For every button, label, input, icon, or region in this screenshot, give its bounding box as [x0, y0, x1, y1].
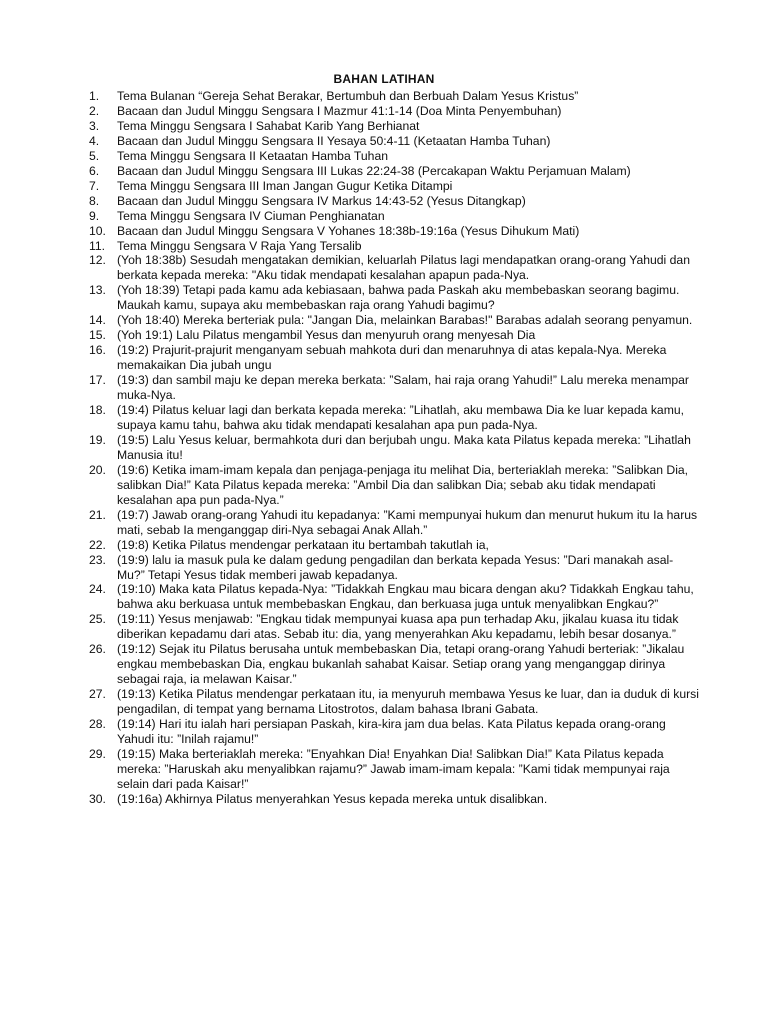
list-item-text: Bacaan dan Judul Minggu Sengsara III Lukas 22:24-38 (Percakapan Waktu Perjamuan Malam) [117, 163, 631, 178]
list-item-text: (Yoh 18:39) Tetapi pada kamu ada kebiasaan, bahwa pada Paskah aku membebaskan seorang bagimu. Maukah kamu, supaya aku membebaskan raja orang Yahudi bagimu? [117, 283, 680, 313]
list-item [89, 194, 699, 209]
document-title: BAHAN LATIHAN [333, 72, 435, 86]
list-item [89, 149, 699, 164]
list-item [89, 373, 699, 403]
list-item-text: (19:14) Hari itu ialah hari persiapan Paskah, kira-kira jam dua belas. Kata Pilatus kepada orang-orang Yahudi itu: ”Inilah rajamu!” [117, 717, 666, 746]
list-item [89, 239, 699, 254]
list-item-text: (19:5) Lalu Yesus keluar, bermahkota duri dan berjubah ungu. Maka kata Pilatus kepada mereka: ”Lihatlah Manusia itu! [117, 432, 691, 462]
list-item-number: 13. [89, 283, 106, 298]
list-item [89, 717, 699, 747]
list-item-text: (19:16a) Akhirnya Pilatus menyerahkan Yesus kepada mereka untuk disalibkan. [117, 791, 548, 806]
list-item-text: (Yoh 19:1) Lalu Pilatus mengambil Yesus dan menyuruh orang menyesah Dia [117, 328, 536, 343]
list-item-text: (19:12) Sejak itu Pilatus berusaha untuk membebaskan Dia, tetapi orang-orang Yahudi berteriak: ”Jikalau engkau membebaskan Dia, engkau bukanlah sahabat Kaisar. Setiap orang yang menganggap dirinya sebagai raja, ia melawan Kaisar.” [117, 642, 685, 687]
list-item-number: 3. [89, 118, 100, 133]
list-item [89, 553, 699, 583]
list-item-number: 9. [89, 208, 100, 223]
list-item-number: 4. [89, 133, 100, 148]
list-item-text: Tema Bulanan “Gereja Sehat Berakar, Bertumbuh dan Berbuah Dalam Yesus Kristus” [117, 89, 579, 103]
list-item-number: 30. [89, 791, 106, 806]
list-item-number: 14. [89, 313, 106, 328]
list-item [89, 164, 699, 179]
list-item [89, 508, 699, 538]
list-item-number: 28. [89, 717, 106, 732]
list-item-number: 11. [89, 238, 106, 253]
list-item [89, 328, 699, 343]
list-item [89, 463, 699, 508]
list-item [89, 403, 699, 433]
list-item-number: 5. [89, 148, 100, 163]
list-item-number: 25. [89, 612, 106, 627]
list-item-text: (19:10) Maka kata Pilatus kepada-Nya: ”Tidakkah Engkau mau bicara dengan aku? Tidakkah Engkau tahu, bahwa aku berkuasa untuk membebaskan Engkau, dan berkuasa juga untuk menyalibkan Engkau?” [117, 582, 694, 612]
list-item-number: 15. [89, 328, 106, 343]
list-item-text: (19:4) Pilatus keluar lagi dan berkata kepada mereka: ”Lihatlah, aku membawa Dia ke luar kepada kamu, supaya kamu tahu, bahwa aku tidak mendapati kesalahan apa pun pada-Nya. [117, 403, 685, 432]
list-item [89, 179, 699, 194]
list-item [89, 104, 699, 119]
list-item [89, 433, 699, 463]
list-item [89, 224, 699, 239]
list-item-number: 2. [89, 103, 100, 118]
list-item-text: Bacaan dan Judul Minggu Sengsara IV Markus 14:43-52 (Yesus Ditangkap) [117, 193, 526, 208]
list-item-number: 26. [89, 642, 106, 657]
list-item-text: (19:11) Yesus menjawab: ”Engkau tidak mempunyai kuasa apa pun terhadap Aku, jikalau kuasa itu tidak diberikan kepadamu dari atas. Sebab itu: dia, yang menyerahkan Aku kepadamu, lebih besar dosanya.” [117, 612, 679, 642]
list-item-number: 24. [89, 582, 106, 597]
list-item [89, 612, 699, 642]
list-item [89, 89, 699, 104]
list-item-number: 1. [89, 89, 100, 103]
list-item [89, 642, 699, 687]
list-item-text: Tema Minggu Sengsara I Sahabat Karib Yang Berhianat [117, 118, 420, 133]
list-item-text: Bacaan dan Judul Minggu Sengsara II Yesaya 50:4-11 (Ketaatan Hamba Tuhan) [117, 133, 551, 148]
list-item-number: 22. [89, 537, 106, 552]
list-item-text: Bacaan dan Judul Minggu Sengsara I Mazmur 41:1-14 (Doa Minta Penyembuhan) [117, 103, 562, 118]
list-item-text: Tema Minggu Sengsara IV Ciuman Penghianatan [117, 208, 385, 223]
list-item-number: 27. [89, 687, 106, 702]
list-item-number: 10. [89, 223, 106, 238]
list-item-number: 19. [89, 432, 106, 447]
list-item-text: (19:7) Jawab orang-orang Yahudi itu kepadanya: ”Kami mempunyai hukum dan menurut hukum itu Ia harus mati, sebab Ia menganggap diri-Nya sebagai Anak Allah.” [117, 507, 698, 537]
list-item-text: Tema Minggu Sengsara II Ketaatan Hamba Tuhan [117, 148, 388, 163]
list-item-number: 21. [89, 507, 106, 522]
list-item [89, 792, 699, 807]
list-item [89, 209, 699, 224]
list-item-text: (19:2) Prajurit-prajurit menganyam sebuah mahkota duri dan menaruhnya di atas kepala-Nya. Mereka memakaikan Dia jubah ungu [117, 343, 667, 373]
list-item-number: 12. [89, 253, 106, 268]
list-item-text: Tema Minggu Sengsara III Iman Jangan Gugur Ketika Ditampi [117, 178, 453, 193]
list-item [89, 582, 699, 612]
list-item-text: Tema Minggu Sengsara V Raja Yang Tersalib [117, 238, 362, 253]
list-item-number: 23. [89, 552, 106, 567]
list-item-text: (19:9) lalu ia masuk pula ke dalam gedung pengadilan dan berkata kepada Yesus: ”Dari manakah asal-Mu?” Tetapi Yesus tidak memberi jawab kepadanya. [117, 552, 674, 582]
list-item-text: (19:13) Ketika Pilatus mendengar perkataan itu, ia menyuruh membawa Yesus ke luar, dan ia duduk di kursi pengadilan, di tempat yang bernama Litostrotos, dalam bahasa Ibrani Gabata. [117, 687, 699, 717]
list-item [89, 283, 699, 313]
list-item-number: 20. [89, 462, 106, 477]
list-item [89, 134, 699, 149]
numbered-list [89, 89, 699, 807]
list-item [89, 343, 699, 373]
list-item-number: 29. [89, 746, 106, 761]
list-item [89, 538, 699, 553]
list-item [89, 119, 699, 134]
list-item-text: (19:6) Ketika imam-imam kepala dan penjaga-penjaga itu melihat Dia, berteriaklah mereka: ”Salibkan Dia, salibkan Dia!” Kata Pilatus kepada mereka: ”Ambil Dia dan salibkan Dia; sebab aku tidak mendapati kesalahan apa pun pada-Nya.” [117, 462, 689, 507]
list-item-number: 6. [89, 163, 100, 178]
list-item [89, 313, 699, 328]
list-item-text: (19:15) Maka berteriaklah mereka: ”Enyahkan Dia! Enyahkan Dia! Salibkan Dia!” Kata Pilatus kepada mereka: ”Haruskah aku menyalibkan rajamu?” Jawab imam-imam kepala: ”Kami tidak mempunyai raja selain dari pada Kaisar!” [117, 746, 670, 791]
list-item-number: 18. [89, 403, 106, 418]
list-item-number: 16. [89, 343, 106, 358]
list-item [89, 253, 699, 283]
list-item-text: (Yoh 18:38b) Sesudah mengatakan demikian, keluarlah Pilatus lagi mendapatkan orang-orang Yahudi dan berkata kepada mereka: "Aku tidak mendapati kesalahan apapun pada-Nya. [117, 253, 690, 283]
list-item [89, 747, 699, 792]
list-item-number: 7. [89, 178, 100, 193]
list-item-number: 8. [89, 193, 100, 208]
list-item-text: (19:3) dan sambil maju ke depan mereka berkata: ”Salam, hai raja orang Yahudi!” Lalu mereka menampar muka-Nya. [117, 373, 689, 403]
list-item-text: (19:8) Ketika Pilatus mendengar perkataan itu bertambah takutlah ia, [117, 537, 489, 552]
list-item-text: (Yoh 18:40) Mereka berteriak pula: "Jangan Dia, melainkan Barabas!" Barabas adalah seorang penyamun. [117, 313, 693, 328]
list-item-number: 17. [89, 373, 106, 388]
list-item-text: Bacaan dan Judul Minggu Sengsara V Yohanes 18:38b-19:16a (Yesus Dihukum Mati) [117, 223, 580, 238]
list-item [89, 687, 699, 717]
